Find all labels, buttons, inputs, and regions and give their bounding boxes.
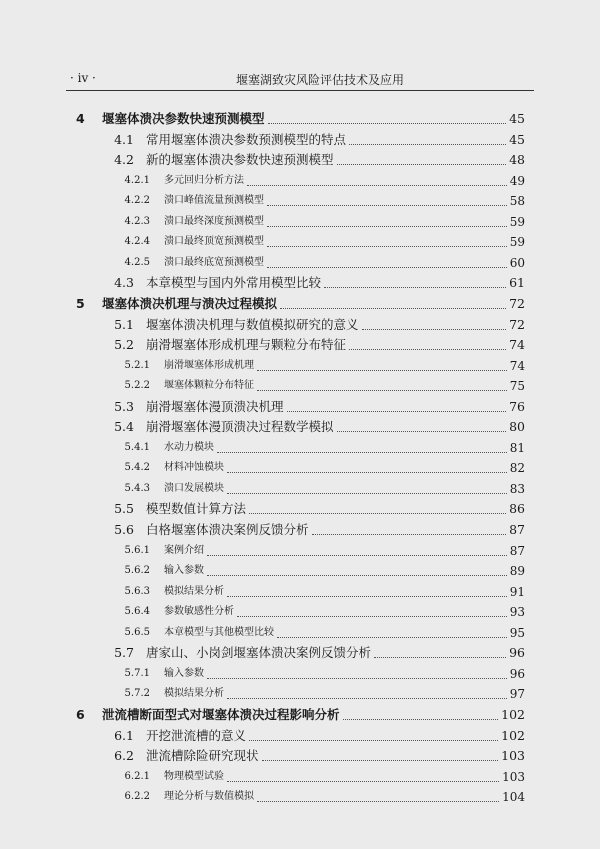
dot-leader	[287, 411, 507, 412]
entry-title: 崩滑堰塞体形成机理与颗粒分布特征	[146, 337, 347, 353]
running-title: 堰塞湖致灾风险评估技术及应用	[235, 73, 404, 87]
toc-subsection-entry	[0, 254, 600, 272]
entry-page-number: 72	[509, 295, 525, 311]
entry-title: 案例介绍	[164, 544, 204, 556]
entry-number: 5.4	[114, 419, 134, 435]
toc-section-entry	[0, 316, 600, 334]
toc-section-entry	[0, 336, 600, 354]
toc-subsection-entry	[0, 192, 600, 210]
entry-number: 5.2	[114, 337, 134, 353]
toc-section-entry	[0, 398, 600, 416]
dot-leader	[349, 349, 506, 350]
entry-page-number: 89	[509, 564, 525, 579]
page-number: · iv ·	[70, 71, 96, 85]
entry-page-number: 58	[509, 194, 525, 209]
toc-subsection-entry	[0, 562, 600, 580]
dot-leader	[337, 164, 507, 165]
toc-subsection-entry	[0, 603, 600, 621]
entry-title: 溃口最终底宽预测模型	[164, 256, 264, 268]
toc-subsection-entry	[0, 583, 600, 601]
entry-number: 6	[76, 706, 85, 722]
toc-section-entry	[0, 727, 600, 745]
dot-leader	[349, 144, 506, 145]
entry-page-number: 80	[509, 419, 525, 435]
dot-leader	[227, 781, 499, 782]
toc-section-entry	[0, 151, 600, 169]
toc-section-entry	[0, 644, 600, 662]
toc-subsection-entry	[0, 685, 600, 703]
entry-page-number: 45	[509, 111, 525, 126]
entry-page-number: 87	[509, 543, 525, 558]
entry-number: 4.1	[114, 131, 134, 147]
entry-title: 水动力模块	[164, 441, 214, 453]
entry-number: 4.2.4	[124, 236, 150, 248]
entry-title: 物理模型试验	[164, 770, 224, 782]
dot-leader	[267, 226, 507, 227]
entry-page-number: 103	[502, 769, 525, 784]
toc-subsection-entry	[0, 377, 600, 395]
toc-section-entry	[0, 274, 600, 292]
entry-number: 4	[76, 111, 85, 126]
toc-subsection-entry	[0, 480, 600, 498]
entry-page-number: 104	[502, 790, 525, 805]
dot-leader	[324, 287, 506, 288]
entry-title: 崩滑堰塞体漫顶溃决过程数学模拟	[146, 419, 334, 435]
entry-title: 泄流槽除险研究现状	[146, 748, 259, 764]
entry-page-number: 49	[509, 173, 525, 188]
dot-leader	[277, 637, 507, 638]
entry-title: 堰塞体颗粒分布特征	[164, 380, 254, 392]
dot-leader	[227, 493, 507, 494]
dot-leader	[257, 370, 507, 371]
entry-title: 多元回归分析方法	[164, 174, 244, 186]
entry-title: 模拟结果分析	[164, 585, 224, 597]
toc-subsection-entry	[0, 624, 600, 642]
dot-leader	[267, 205, 507, 206]
entry-page-number: 76	[509, 398, 525, 414]
dot-leader	[249, 740, 498, 741]
entry-number: 5.6.3	[124, 585, 150, 597]
entry-title: 堰塞体溃决机理与数值模拟研究的意义	[146, 316, 359, 332]
entry-title: 堰塞体溃决机理与溃决过程模拟	[102, 295, 278, 311]
toc-subsection-entry	[0, 357, 600, 375]
entry-number: 6.2.1	[124, 770, 150, 782]
entry-page-number: 61	[509, 275, 525, 291]
toc-chapter-entry	[0, 110, 600, 128]
entry-page-number: 102	[501, 706, 525, 722]
entry-number: 5.7	[114, 645, 134, 661]
dot-leader	[227, 596, 507, 597]
entry-title: 输入参数	[164, 667, 204, 679]
entry-page-number: 81	[509, 440, 525, 455]
entry-page-number: 74	[509, 337, 525, 353]
dot-leader	[257, 390, 507, 391]
dot-leader	[207, 575, 507, 576]
entry-title: 常用堰塞体溃决参数预测模型的特点	[146, 131, 347, 147]
entry-number: 5.1	[114, 316, 134, 332]
toc-subsection-entry	[0, 233, 600, 251]
dot-leader	[267, 267, 507, 268]
entry-number: 5.6.2	[124, 565, 150, 577]
entry-page-number: 87	[509, 522, 525, 537]
dot-leader	[262, 760, 499, 761]
toc-subsection-entry	[0, 768, 600, 786]
entry-page-number: 82	[509, 461, 525, 476]
entry-number: 5.3	[114, 398, 134, 414]
entry-title: 溃口峰值流量预测模型	[164, 195, 264, 207]
entry-number: 4.2.1	[124, 174, 150, 186]
entry-number: 6.2.2	[124, 791, 150, 803]
dot-leader	[337, 431, 507, 432]
dot-leader	[374, 657, 506, 658]
toc-subsection-entry	[0, 542, 600, 560]
entry-page-number: 45	[509, 131, 525, 147]
entry-number: 4.2.2	[124, 195, 150, 207]
entry-page-number: 48	[509, 152, 525, 168]
entry-title: 溃口最终顶宽预测模型	[164, 236, 264, 248]
entry-title: 本章模型与其他模型比较	[164, 626, 274, 638]
entry-number: 4.2.5	[124, 256, 150, 268]
entry-number: 4.2	[114, 152, 134, 168]
entry-title: 白格堰塞体溃决案例反馈分析	[146, 522, 309, 537]
entry-number: 5.6.1	[124, 544, 150, 556]
entry-number: 5.7.1	[124, 667, 150, 679]
toc-subsection-entry	[0, 459, 600, 477]
entry-title: 本章模型与国内外常用模型比较	[146, 275, 322, 291]
dot-leader	[312, 534, 507, 535]
dot-leader	[280, 308, 506, 309]
entry-title: 开挖泄流槽的意义	[146, 727, 247, 743]
toc-chapter-entry	[0, 706, 600, 724]
dot-leader	[207, 678, 507, 679]
entry-title: 唐家山、小岗剑堰塞体溃决案例反馈分析	[146, 645, 372, 661]
entry-number: 5.4.2	[124, 462, 150, 474]
toc-chapter-entry	[0, 295, 600, 313]
toc-section-entry	[0, 131, 600, 149]
dot-leader	[227, 698, 507, 699]
toc-section-entry	[0, 500, 600, 518]
entry-page-number: 72	[509, 316, 525, 332]
entry-page-number: 60	[509, 255, 525, 270]
entry-title: 泄流槽断面型式对堰塞体溃决过程影响分析	[102, 706, 340, 722]
dot-leader	[343, 719, 499, 720]
toc-subsection-entry	[0, 788, 600, 806]
entry-number: 6.2	[114, 748, 134, 764]
dot-leader	[249, 513, 506, 514]
entry-title: 崩滑堰塞体形成机理	[164, 359, 254, 371]
entry-number: 4.2.3	[124, 215, 150, 227]
entry-number: 5.2.1	[124, 359, 150, 371]
entry-page-number: 95	[509, 625, 525, 640]
entry-number: 5.5	[114, 501, 134, 517]
dot-leader	[257, 801, 499, 802]
entry-number: 5.6.5	[124, 626, 150, 638]
entry-title: 溃口最终深度预测模型	[164, 215, 264, 227]
entry-page-number: 59	[509, 235, 525, 250]
entry-page-number: 74	[509, 358, 525, 373]
entry-page-number: 96	[509, 645, 525, 661]
entry-number: 5.6	[114, 522, 134, 537]
dot-leader	[227, 472, 507, 473]
toc-section-entry	[0, 521, 600, 539]
entry-title: 输入参数	[164, 565, 204, 577]
entry-page-number: 86	[509, 501, 525, 517]
dot-leader	[207, 555, 507, 556]
dot-leader	[362, 329, 507, 330]
entry-number: 6.1	[114, 727, 134, 743]
entry-title: 理论分析与数值模拟	[164, 791, 254, 803]
entry-page-number: 75	[509, 379, 525, 394]
dot-leader	[268, 123, 507, 124]
toc-subsection-entry	[0, 213, 600, 231]
entry-number: 5.7.2	[124, 688, 150, 700]
toc-section-entry	[0, 418, 600, 436]
entry-number: 5.6.4	[124, 606, 150, 618]
dot-leader	[267, 246, 507, 247]
entry-title: 模拟结果分析	[164, 688, 224, 700]
entry-title: 堰塞体溃决参数快速预测模型	[102, 111, 265, 126]
entry-number: 5.4.3	[124, 482, 150, 494]
toc-subsection-entry	[0, 665, 600, 683]
entry-page-number: 102	[501, 727, 525, 743]
entry-title: 崩滑堰塞体漫顶溃决机理	[146, 398, 284, 414]
dot-leader	[217, 452, 507, 453]
entry-number: 5.2.2	[124, 380, 150, 392]
entry-number: 4.3	[114, 275, 134, 291]
entry-page-number: 96	[509, 666, 525, 681]
toc-section-entry	[0, 747, 600, 765]
entry-page-number: 91	[509, 584, 525, 599]
entry-title: 模型数值计算方法	[146, 501, 247, 517]
toc-subsection-entry	[0, 439, 600, 457]
entry-page-number: 93	[509, 605, 525, 620]
entry-number: 5	[76, 295, 85, 311]
dot-leader	[247, 185, 507, 186]
entry-title: 新的堰塞体溃决参数快速预测模型	[146, 152, 334, 168]
entry-page-number: 103	[501, 748, 525, 764]
entry-page-number: 97	[509, 687, 525, 702]
entry-title: 参数敏感性分析	[164, 606, 234, 618]
entry-page-number: 59	[509, 214, 525, 229]
entry-title: 材料冲蚀模块	[164, 462, 224, 474]
dot-leader	[237, 616, 507, 617]
toc-subsection-entry	[0, 172, 600, 190]
entry-number: 5.4.1	[124, 441, 150, 453]
entry-title: 溃口发展模块	[164, 482, 224, 494]
entry-page-number: 83	[509, 481, 525, 496]
